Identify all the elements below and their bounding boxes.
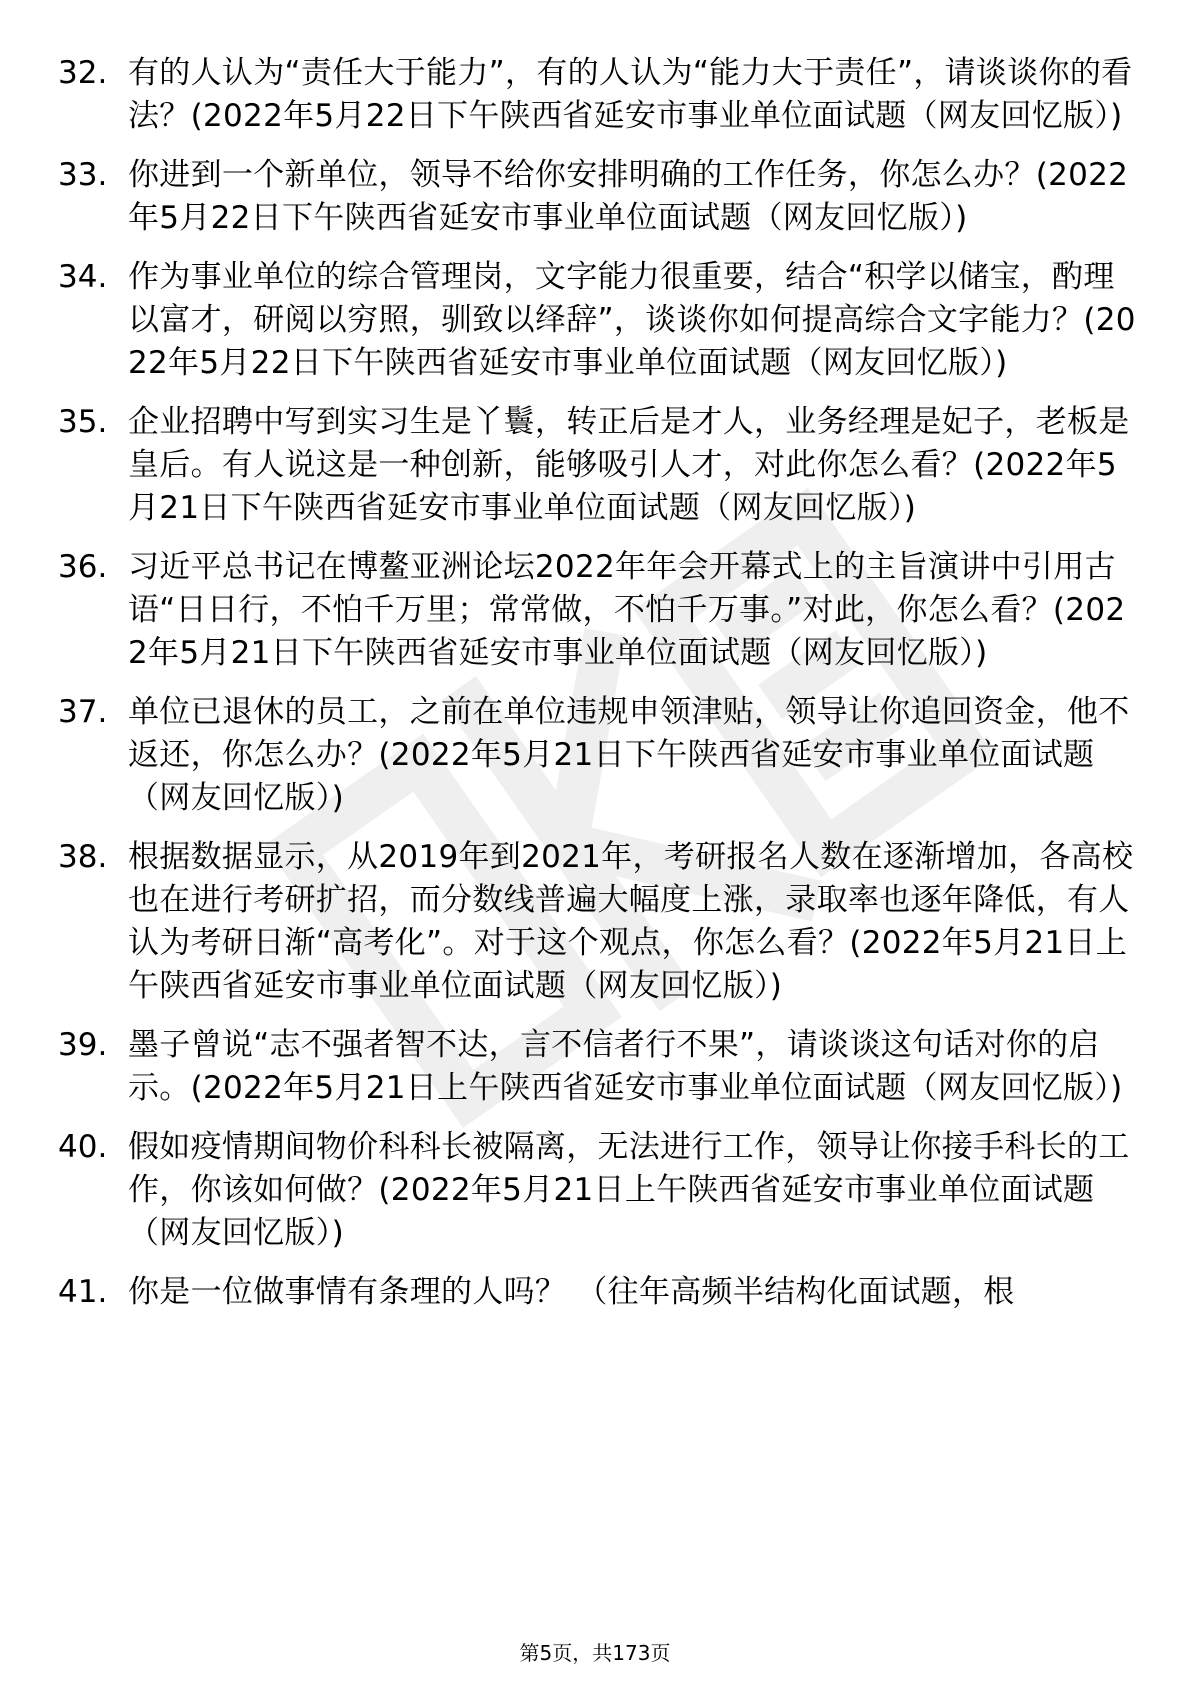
question-number: 36. (58, 549, 108, 585)
question-item-40 (58, 1126, 1138, 1255)
question-item-33 (58, 154, 1138, 240)
question-item-38 (58, 836, 1138, 1008)
question-item-39 (58, 1024, 1138, 1110)
question-number: 34. (58, 259, 108, 295)
question-item-35 (58, 401, 1138, 530)
question-text: 有的人认为“责任大于能力”，有的人认为“能力大于责任”，请谈谈你的看法？(2022年5月22日下午陕西省延安市事业单位面试题（网友回忆版）) (128, 55, 1133, 134)
question-number: 35. (58, 404, 108, 440)
question-text: 墨子曾说“志不强者智不达，言不信者行不果”，请谈谈这句话对你的启示。(2022年5月21日上午陕西省延安市事业单位面试题（网友回忆版）) (128, 1027, 1123, 1106)
question-text: 习近平总书记在博鳌亚洲论坛2022年年会开幕式上的主旨演讲中引用古语“日日行，不怕千万里；常常做，不怕千万事。”对此，你怎么看？(2022年5月21日下午陕西省延安市事业单位面试题（网友回忆版）) (128, 549, 1126, 671)
question-number: 38. (58, 839, 108, 875)
question-number: 37. (58, 694, 108, 730)
question-text: 作为事业单位的综合管理岗，文字能力很重要，结合“积学以储宝，酌理以富才，研阅以穷照，驯致以绎辞”，谈谈你如何提高综合文字能力？(2022年5月22日下午陕西省延安市事业单位面试题（网友回忆版）) (128, 259, 1136, 381)
question-text: 假如疫情期间物价科科长被隔离，无法进行工作，领导让你接手科长的工作，你该如何做？(2022年5月21日上午陕西省延安市事业单位面试题（网友回忆版）) (128, 1129, 1130, 1251)
question-number: 41. (58, 1274, 108, 1310)
question-list (58, 52, 1138, 1330)
question-number: 33. (58, 157, 108, 193)
question-text: 你是一位做事情有条理的人吗？ （往年高频半结构化面试题，根 (128, 1274, 1015, 1310)
question-text: 你进到一个新单位，领导不给你安排明确的工作任务，你怎么办？(2022年5月22日下午陕西省延安市事业单位面试题（网友回忆版）) (128, 157, 1129, 236)
question-item-37 (58, 691, 1138, 820)
question-text: 单位已退休的员工，之前在单位违规申领津贴，领导让你追回资金，他不返还，你怎么办？(2022年5月21日下午陕西省延安市事业单位面试题（网友回忆版）) (128, 694, 1130, 816)
question-number: 39. (58, 1027, 108, 1063)
question-item-41 (58, 1271, 1138, 1314)
question-number: 32. (58, 55, 108, 91)
question-item-34 (58, 256, 1138, 385)
question-number: 40. (58, 1129, 108, 1165)
question-text: 企业招聘中写到实习生是丫鬟，转正后是才人，业务经理是妃子，老板是皇后。有人说这是一种创新，能够吸引人才，对此你怎么看？(2022年5月21日下午陕西省延安市事业单位面试题（网友回忆版）) (128, 404, 1130, 526)
question-item-32 (58, 52, 1138, 138)
question-text: 根据数据显示，从2019年到2021年，考研报名人数在逐渐增加，各高校也在进行考研扩招，而分数线普遍大幅度上涨，录取率也逐年降低，有人认为考研日渐“高考化”。对于这个观点，你怎么看？(2022年5月21日上午陕西省延安市事业单位面试题（网友回忆版）) (128, 839, 1134, 1004)
question-item-36 (58, 546, 1138, 675)
page-footer: 第5页，共173页 (519, 1641, 671, 1665)
